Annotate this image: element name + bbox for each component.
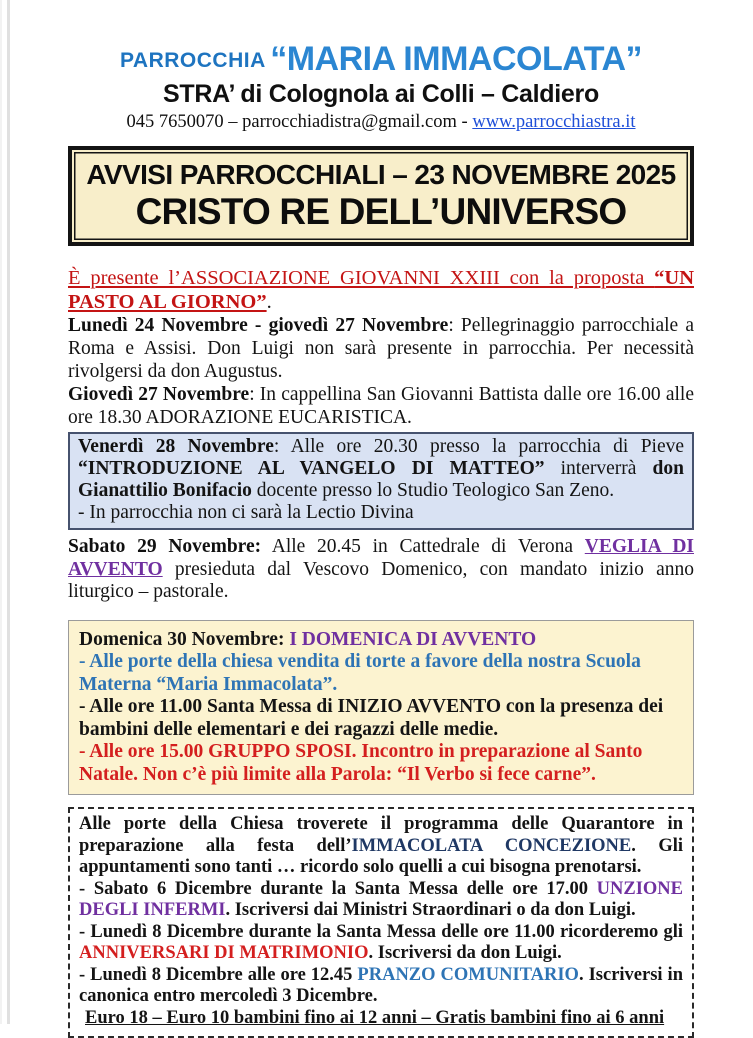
sunday-title-line	[79, 629, 683, 652]
sunday-item-cake-sale: - Alle porte della chiesa vendita di torte a favore della nostra Scuola Materna “Maria Immacolata”.	[79, 651, 641, 695]
parish-header	[68, 0, 694, 133]
quarantore-anniversari	[79, 922, 683, 965]
association-text: È presente l’ASSOCIAZIONE GIOVANNI XXIII con la proposta	[68, 267, 655, 289]
quarantore-p1c: . Gli appuntamenti sono tanti … ricordo solo quelli a cui bisogna prenotarsi.	[79, 835, 684, 877]
anniversari-matrimonio-label: ANNIVERSARI DI MATRIMONIO	[79, 943, 369, 963]
event-sat29	[68, 536, 694, 604]
advent-vigil-link: VEGLIA DI AVVENTO	[68, 536, 694, 580]
contact-line	[68, 112, 694, 133]
quarantore-unzione	[79, 879, 683, 922]
parish-location: STRA’ di Colognola ai Colli – Caldiero	[163, 80, 599, 108]
quarantore-box	[68, 807, 694, 1038]
event-fri28-note: - In parrocchia non ci sarà la Lectio Divina	[78, 502, 414, 523]
event-fri28-box	[68, 432, 694, 530]
parish-title-line	[68, 40, 694, 79]
event-mon24-text: Pellegrinaggio parrocchiale a Roma e Assisi. Don Luigi non sarà presente in parrocchia. Per necessità rivolgersi da don Augustus.	[68, 315, 695, 382]
banner-date-line: AVVISI PARROCCHIALI – 23 NOVEMBRE 2025	[86, 159, 676, 190]
pranzo-comunitario-label: PRANZO COMUNITARIO	[357, 964, 579, 985]
quarantore-p2a: - Sabato 6 Dicembre durante la Santa Messa delle ore 17.00	[79, 878, 597, 899]
bulletin-page	[68, 0, 694, 1038]
sunday-box	[68, 620, 694, 796]
church-name: “MARIA IMMACOLATA”	[270, 40, 643, 78]
sunday-sep: :	[277, 628, 290, 650]
association-highlight: “UN PASTO AL GIORNO”	[68, 267, 694, 313]
quarantore-p3c: . Iscriversi da don Luigi.	[368, 943, 562, 963]
event-thu27-text: : In cappellina San Giovanni Battista dalle ore 16.00 alle ore 18.30 ADORAZIONE EUCARISTICA.	[68, 384, 694, 428]
banner-title: CRISTO RE DELL’UNIVERSO	[135, 191, 627, 232]
association-notice	[68, 266, 694, 314]
event-sat29-date: Sabato 29 Novembre:	[68, 536, 262, 557]
event-sat29-t2: presieduta dal Vescovo Domenico, con mandato inizio anno liturgico – pastorale.	[68, 558, 694, 602]
quarantore-p1a: Alle porte della Chiesa troverete il programma delle Quarantore in preparazione alla festa dell’	[79, 814, 683, 856]
quarantore-p4a: - Lunedì 8 Dicembre alle ore 12.45	[79, 964, 358, 985]
event-mon24	[68, 314, 694, 383]
event-mon24-sep: :	[448, 315, 461, 336]
quarantore-p3a: - Lunedì 8 Dicembre durante la Santa Messa delle ore 11.00 ricorderemo gli	[79, 921, 683, 942]
sunday-date: Domenica 30 Novembre	[79, 628, 278, 650]
website-link[interactable]: www.parrocchiastra.it	[472, 112, 636, 132]
event-fri28-t1: Alle ore 20.30 presso la parrocchia di Pieve	[290, 436, 685, 457]
quarantore-pranzo	[79, 965, 683, 1008]
announcement-banner	[68, 146, 694, 246]
immacolata-concezione-label: IMMACOLATA CONCEZIONE	[351, 835, 632, 856]
quarantore-intro	[79, 814, 683, 879]
event-fri28-paragraph	[78, 436, 684, 502]
event-fri28-t2: interverrà	[544, 458, 653, 479]
association-period: .	[266, 291, 272, 313]
sunday-item-mass: - Alle ore 11.00 Santa Messa di INIZIO AVVENTO con la presenza dei bambini delle elementari e dei ragazzi delle medie.	[79, 696, 664, 740]
event-fri28-date: Venerdì 28 Novembre	[78, 436, 274, 457]
event-mon24-date: Lunedì 24 Novembre - giovedì 27 Novembre	[68, 315, 449, 336]
event-fri28-title: “INTRODUZIONE AL VANGELO DI MATTEO”	[78, 458, 545, 479]
sunday-item-gruppo-sposi: - Alle ore 15.00 GRUPPO SPOSI. Incontro in preparazione al Santo Natale. Non c’è più limite alla Parola: “Il Verbo si fece carne”.	[79, 741, 643, 785]
unzione-infermi-label: UNZIONE DEGLI INFERMI	[79, 878, 683, 920]
event-fri28-t3: docente presso lo Studio Teologico San Zeno.	[251, 480, 615, 501]
quarantore-p2c: . Iscriversi dai Ministri Straordinari o da don Luigi.	[225, 900, 636, 920]
contact-phone-email: 045 7650070 – parrocchiadistra@gmail.com -	[126, 112, 473, 132]
fee-line: Euro 18 – Euro 10 bambini fino ai 12 anni – Gratis bambini fino ai 6 anni	[85, 1007, 665, 1028]
quarantore-p4c: . Iscriversi in canonica entro mercoledì 3 Dicembre.	[79, 964, 683, 1006]
event-thu27	[68, 383, 694, 429]
parrocchia-label: PARROCCHIA	[119, 49, 266, 72]
sunday-title: I DOMENICA DI AVVENTO	[289, 628, 537, 650]
event-fri28-speaker: don Gianattilio Bonifacio	[78, 458, 684, 501]
event-sat29-t1: Alle 20.45 in Cattedrale di Verona	[261, 536, 585, 557]
event-thu27-date: Giovedì 27 Novembre	[68, 384, 250, 405]
scan-edge-artifact	[0, 0, 14, 1024]
event-fri28-sep: :	[273, 436, 291, 457]
